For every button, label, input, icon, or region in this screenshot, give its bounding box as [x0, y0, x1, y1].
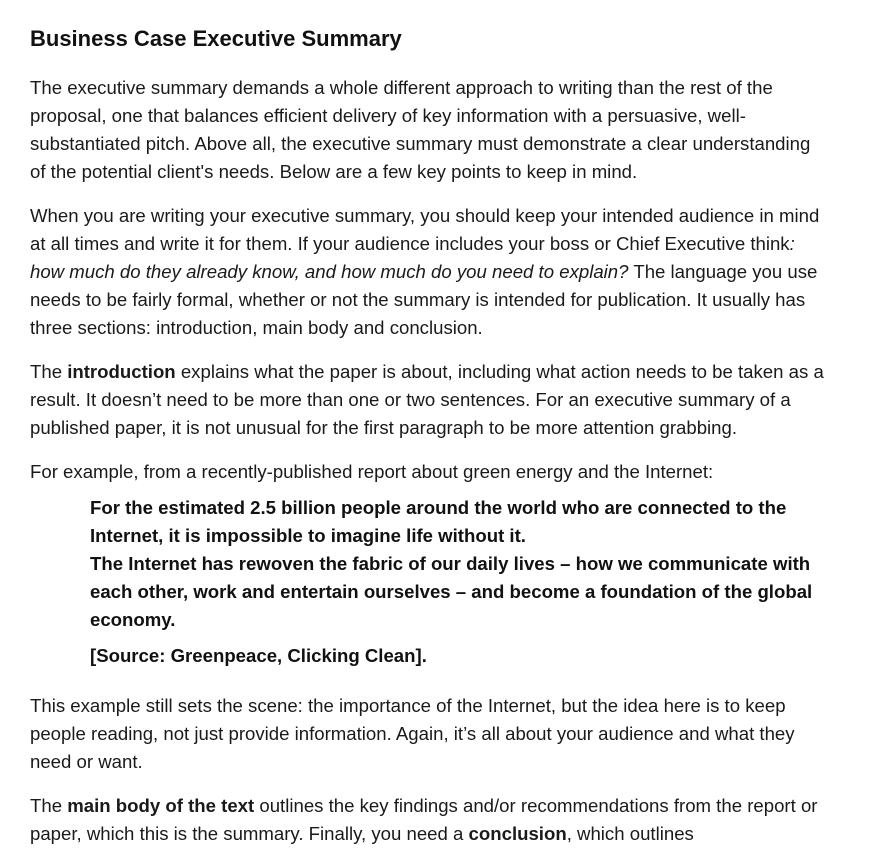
intro-paragraph: The executive summary demands a whole different approach to writing than the rest of the proposal, one that balances efficient delivery of key information with a persuasive, well-substantiated pitch. Above all, the executive summary must demonstrate a clear understanding of the potential client's needs. Below are a few key points to keep in mind.: [30, 77, 811, 182]
introduction-term: introduction: [67, 361, 176, 382]
example-commentary-paragraph: This example still sets the scene: the importance of the Internet, but the idea here is to keep people reading, not just provide information. Again, it’s all about your audience and what they need or want.: [30, 695, 795, 772]
main-body-rest: , which outlines: [566, 823, 694, 844]
main-body-term: main body of the text: [67, 795, 255, 816]
example-quote: [90, 494, 830, 670]
main-body-paragraph: [30, 792, 830, 848]
example-lead-paragraph: For example, from a recently-published report about green energy and the Internet:: [30, 461, 714, 482]
quote-source: [Source: Greenpeace, Clicking Clean].: [90, 645, 427, 666]
introduction-lead: The: [30, 361, 68, 382]
audience-italic-question: : how much do they already know, and how much do you need to explain?: [30, 233, 795, 282]
quote-line-2: The Internet has rewoven the fabric of our daily lives – how we communicate with each other, work and entertain ourselves – and become a foundation of the global economy.: [90, 553, 813, 630]
page-title: Business Case Executive Summary: [30, 26, 402, 51]
document-page: [30, 22, 830, 864]
quote-line-1: For the estimated 2.5 billion people around the world who are connected to the Internet, it is impossible to imagine life without it.: [90, 497, 787, 546]
audience-text-before: When you are writing your executive summary, you should keep your intended audience in mind at all times and write it for them. If your audience includes your boss or Chief Executive think: [30, 205, 820, 254]
introduction-rest: explains what the paper is about, including what action needs to be taken as a result. It doesn’t need to be more than one or two sentences. For an executive summary of a published paper, it is not unusual for the first paragraph to be more attention grabbing.: [30, 361, 824, 438]
introduction-paragraph: [30, 358, 830, 442]
main-body-middle: outlines the key findings and/or recommendations from the report or paper, which this is the summary. Finally, you need a: [30, 795, 818, 844]
audience-text-after: The language you use needs to be fairly formal, whether or not the summary is intended for publication. It usually has three sections: introduction, main body and conclusion.: [30, 261, 818, 338]
conclusion-term: conclusion: [468, 823, 567, 844]
audience-paragraph: [30, 202, 830, 342]
main-body-lead: The: [30, 795, 68, 816]
